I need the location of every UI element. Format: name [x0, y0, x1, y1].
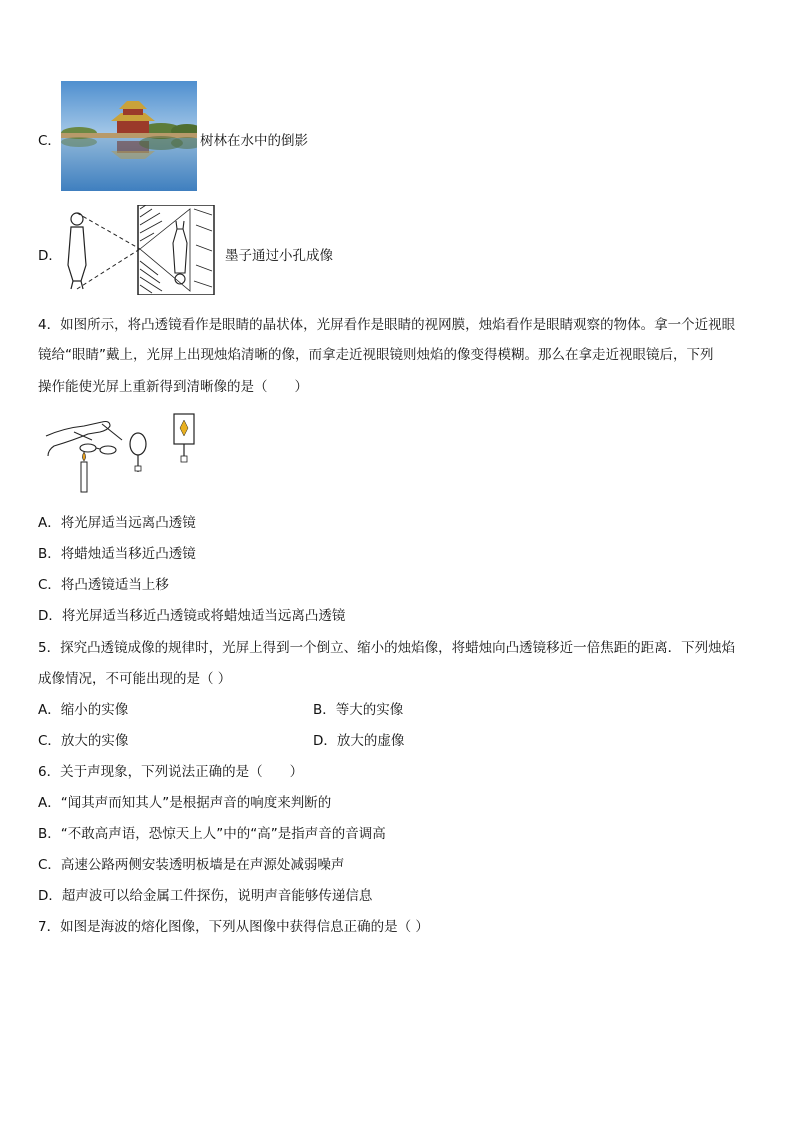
pinhole-diagram-illustration — [62, 205, 220, 295]
q3-option-c-label: C． — [38, 133, 61, 149]
q5-option-b: B．等大的实像 — [313, 702, 404, 718]
q4-stem-line1: 4．如图所示，将凸透镜看作是眼睛的晶状体，光屏看作是眼睛的视网膜，烛焰看作是眼睛观察的物体。拿一个近视眼 — [38, 317, 736, 333]
q6-option-a: A．“闻其声而知其人”是根据声音的响度来判断的 — [38, 795, 332, 811]
q3-option-c-text: 树林在水中的倒影 — [200, 133, 308, 149]
q4-option-d: D．将光屏适当移近凸透镜或将蜡烛适当远离凸透镜 — [38, 608, 346, 624]
q6-option-c: C．高速公路两侧安装透明板墙是在声源处减弱噪声 — [38, 857, 345, 873]
reflection-photo — [61, 81, 197, 191]
q4-stem-line2: 镜给“眼睛”戴上，光屏上出现烛焰清晰的像，而拿走近视眼镜则烛焰的像变得模糊。那么在拿走近视眼镜后，下列 — [38, 347, 714, 363]
q5-option-d: D．放大的虚像 — [313, 733, 405, 749]
q3-option-d-label: D． — [38, 248, 62, 264]
q5-stem-line2: 成像情况，不可能出现的是（ ） — [38, 671, 232, 687]
q5-option-c: C．放大的实像 — [38, 733, 129, 749]
lens-setup-illustration — [44, 410, 224, 496]
q4-option-b: B．将蜡烛适当移近凸透镜 — [38, 546, 196, 562]
q6-option-b: B．“不敢高声语，恐惊天上人”中的“高”是指声音的音调高 — [38, 826, 386, 842]
q3-option-d-text: 墨子通过小孔成像 — [225, 248, 333, 264]
q5-stem-line1: 5．探究凸透镜成像的规律时，光屏上得到一个倒立、缩小的烛焰像，将蜡烛向凸透镜移近一倍焦距的距离．下列烛焰 — [38, 640, 736, 656]
q4-option-a: A．将光屏适当远离凸透镜 — [38, 515, 196, 531]
pinhole-diagram — [62, 205, 220, 295]
q4-stem-line3: 操作能使光屏上重新得到清晰像的是（ ） — [38, 379, 308, 395]
q7-stem: 7．如图是海波的熔化图像，下列从图像中获得信息正确的是（ ） — [38, 919, 429, 935]
q6-stem: 6．关于声现象，下列说法正确的是（ ） — [38, 764, 304, 780]
reflection-photo-illustration — [61, 81, 197, 191]
q5-option-a: A．缩小的实像 — [38, 702, 129, 718]
q6-option-d: D．超声波可以给金属工件探伤，说明声音能够传递信息 — [38, 888, 373, 904]
lens-setup-diagram — [44, 410, 224, 496]
q4-option-c: C．将凸透镜适当上移 — [38, 577, 169, 593]
